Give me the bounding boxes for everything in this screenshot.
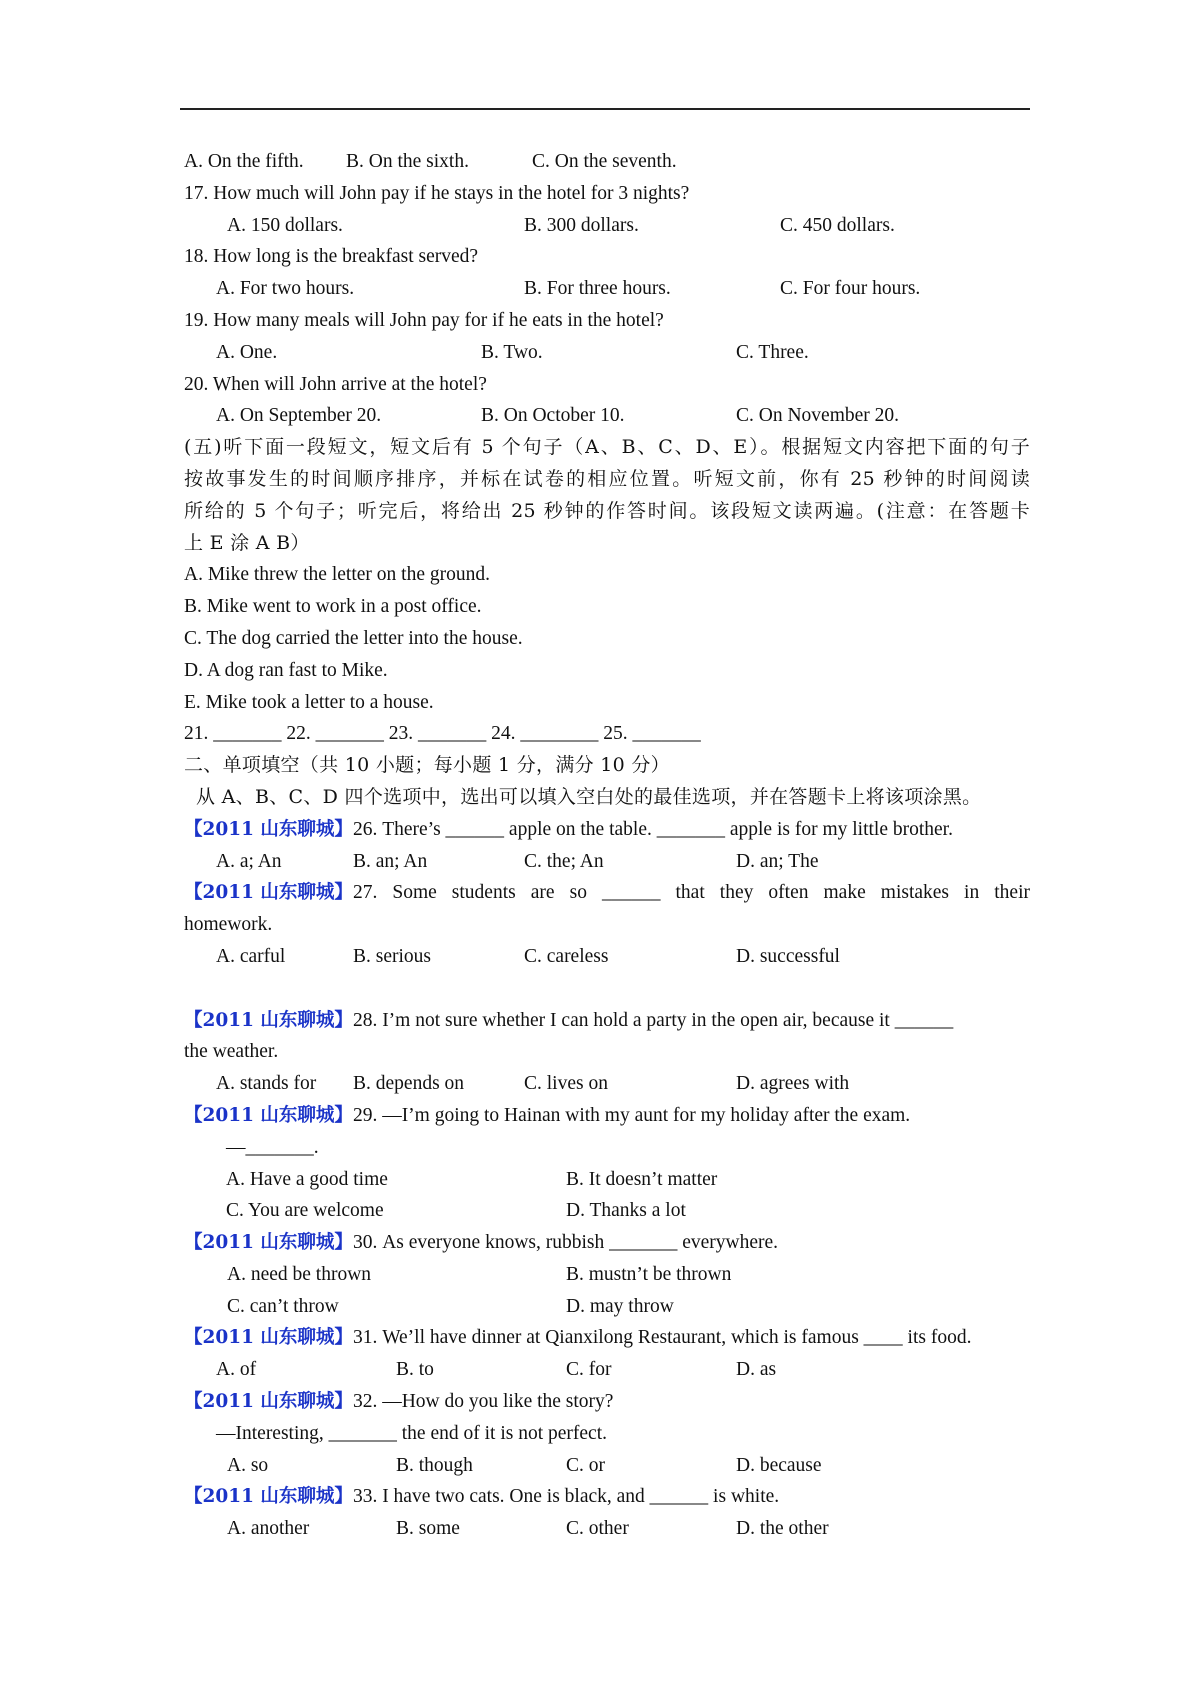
- option: D. successful: [736, 945, 840, 967]
- question-stem-continued: homework.: [184, 914, 273, 936]
- option: C. careless: [524, 945, 609, 967]
- option: B. though: [396, 1454, 473, 1476]
- q29-options-row1: [184, 1164, 1030, 1196]
- option: A. of: [216, 1359, 257, 1381]
- source-tag: 【2011 山东聊城】: [184, 1232, 353, 1254]
- question-stem: 31. We’ll have dinner at Qianxilong Restaurant, which is famous ____ its food.: [352, 1327, 972, 1349]
- sentence-item: E. Mike took a letter to a house.: [184, 691, 434, 713]
- q18-options: [184, 273, 1030, 305]
- source-tag: 【2011 山东聊城】: [184, 1009, 353, 1031]
- exam-content: [184, 146, 1030, 1545]
- option: A. need be thrown: [227, 1263, 372, 1285]
- option: C. You are welcome: [226, 1200, 384, 1222]
- q26-options: [184, 846, 1030, 878]
- option: D. Thanks a lot: [566, 1200, 686, 1222]
- q20-options: [184, 400, 1030, 432]
- option: C. or: [566, 1454, 605, 1476]
- option: A. carful: [216, 945, 286, 967]
- question-26: [184, 814, 1030, 846]
- option: B. It doesn’t matter: [566, 1168, 718, 1190]
- option: B. On the sixth.: [346, 151, 469, 172]
- option: C. On the seventh.: [532, 151, 677, 172]
- option: C. Three.: [736, 341, 809, 363]
- option: B. For three hours.: [524, 278, 671, 300]
- option: A. On the fifth.: [184, 151, 304, 172]
- sentence-item: C. The dog carried the letter into the house.: [184, 627, 523, 649]
- question-33: [184, 1481, 1030, 1513]
- part5-instruction-line: (五)听下面一段短文，短文后有 5 个句子（A、B、C、D、E）。根据短文内容把下面的句子: [184, 436, 1030, 459]
- option: A. another: [227, 1518, 310, 1540]
- part5-instruction-line: 上 E 涂 A B）: [184, 531, 310, 554]
- source-tag: 【2011 山东聊城】: [184, 818, 353, 840]
- source-tag: 【2011 山东聊城】: [184, 882, 353, 904]
- section-title: 二、单项填空（共 10 小题；每小题 1 分，满分 10 分）: [184, 754, 670, 777]
- dialogue-reply: —_______.: [226, 1136, 319, 1158]
- question-stem: 27. Some students are so ______ that they often make mistakes in their: [352, 882, 1030, 904]
- option: D. as: [736, 1359, 777, 1381]
- option: C. lives on: [524, 1073, 608, 1095]
- option: A. 150 dollars.: [227, 214, 343, 236]
- header-rule: [180, 108, 1030, 110]
- option: A. One.: [216, 341, 278, 363]
- option: A. For two hours.: [216, 278, 355, 300]
- option: D. the other: [736, 1518, 829, 1540]
- question-stem: 17. How much will John pay if he stays in the hotel for 3 nights?: [184, 182, 690, 204]
- source-tag: 【2011 山东聊城】: [184, 1327, 353, 1349]
- question-stem: 20. When will John arrive at the hotel?: [184, 373, 487, 395]
- option: B. On October 10.: [481, 405, 625, 427]
- question-stem: 30. As everyone knows, rubbish _______ everywhere.: [352, 1232, 779, 1254]
- option: D. agrees with: [736, 1073, 850, 1095]
- option: A. stands for: [216, 1073, 317, 1095]
- option: A. Have a good time: [226, 1168, 388, 1190]
- section-instruction: 从 A、B、C、D 四个选项中，选出可以填入空白处的最佳选项，并在答题卡上将该项涂黑。: [196, 785, 982, 808]
- option: D. an; The: [736, 850, 819, 872]
- part5-instruction-line: 按故事发生的时间顺序排序，并标在试卷的相应位置。听短文前，你有 25 秒钟的时间阅读: [184, 467, 1030, 490]
- question-stem: 33. I have two cats. One is black, and ______ is white.: [352, 1486, 780, 1508]
- option: B. 300 dollars.: [524, 214, 639, 236]
- question-31: [184, 1322, 1030, 1354]
- question-stem-continued: the weather.: [184, 1041, 279, 1063]
- source-tag: 【2011 山东聊城】: [184, 1104, 353, 1126]
- option: B. mustn’t be thrown: [566, 1263, 732, 1285]
- q29-options-row2: [184, 1195, 1030, 1227]
- q17-options: [184, 210, 1030, 242]
- question-stem: 18. How long is the breakfast served?: [184, 246, 479, 268]
- option: B. some: [396, 1518, 460, 1540]
- q28-options: [184, 1068, 1030, 1100]
- question-stem: 28. I’m not sure whether I can hold a party in the open air, because it ______: [352, 1009, 954, 1031]
- option: B. depends on: [353, 1073, 465, 1095]
- sentence-item: B. Mike went to work in a post office.: [184, 596, 482, 618]
- option: C. can’t throw: [227, 1295, 339, 1317]
- option: D. because: [736, 1454, 822, 1476]
- option: C. other: [566, 1518, 629, 1540]
- option: C. for: [566, 1359, 612, 1381]
- question-stem: 29. —I’m going to Hainan with my aunt for my holiday after the exam.: [352, 1104, 911, 1126]
- q30-options-row1: [184, 1259, 1030, 1291]
- question-30: [184, 1227, 1030, 1259]
- q33-options: [184, 1513, 1030, 1545]
- option: B. serious: [353, 945, 431, 967]
- question-stem: 32. —How do you like the story?: [352, 1391, 614, 1413]
- question-28: [184, 1005, 1030, 1037]
- q32-options: [184, 1450, 1030, 1482]
- question-stem: 26. There’s ______ apple on the table. _______ apple is for my little brother.: [352, 818, 953, 840]
- spacer: [184, 973, 1030, 1005]
- dialogue-reply: —Interesting, _______ the end of it is not perfect.: [216, 1422, 607, 1444]
- option: B. Two.: [481, 341, 543, 363]
- option: B. an; An: [353, 850, 428, 872]
- q30-options-row2: [184, 1291, 1030, 1323]
- question-stem: 19. How many meals will John pay for if he eats in the hotel?: [184, 309, 664, 331]
- part5-instruction-line: 所给的 5 个句子；听完后，将给出 25 秒钟的作答时间。该段短文读两遍。(注意：在答题卡: [184, 499, 1030, 522]
- option: C. the; An: [524, 850, 604, 872]
- option: C. For four hours.: [780, 278, 921, 300]
- question-32: [184, 1386, 1030, 1418]
- option: A. so: [227, 1454, 269, 1476]
- question-29: [184, 1100, 1030, 1132]
- source-tag: 【2011 山东聊城】: [184, 1486, 353, 1508]
- option: D. may throw: [566, 1295, 674, 1317]
- sentence-item: D. A dog ran fast to Mike.: [184, 659, 388, 681]
- source-tag: 【2011 山东聊城】: [184, 1391, 353, 1413]
- q19-options: [184, 337, 1030, 369]
- option: A. a; An: [216, 850, 282, 872]
- option: C. On November 20.: [736, 405, 900, 427]
- answer-blanks: 21. _______ 22. _______ 23. _______ 24. ________ 25. _______: [184, 723, 701, 745]
- sentence-item: A. Mike threw the letter on the ground.: [184, 564, 490, 586]
- question-27: [184, 877, 1030, 909]
- q16-options: [184, 146, 1030, 178]
- option: C. 450 dollars.: [780, 214, 895, 236]
- q31-options: [184, 1354, 1030, 1386]
- q27-options: [184, 941, 1030, 973]
- option: A. On September 20.: [216, 405, 382, 427]
- option: B. to: [396, 1359, 434, 1381]
